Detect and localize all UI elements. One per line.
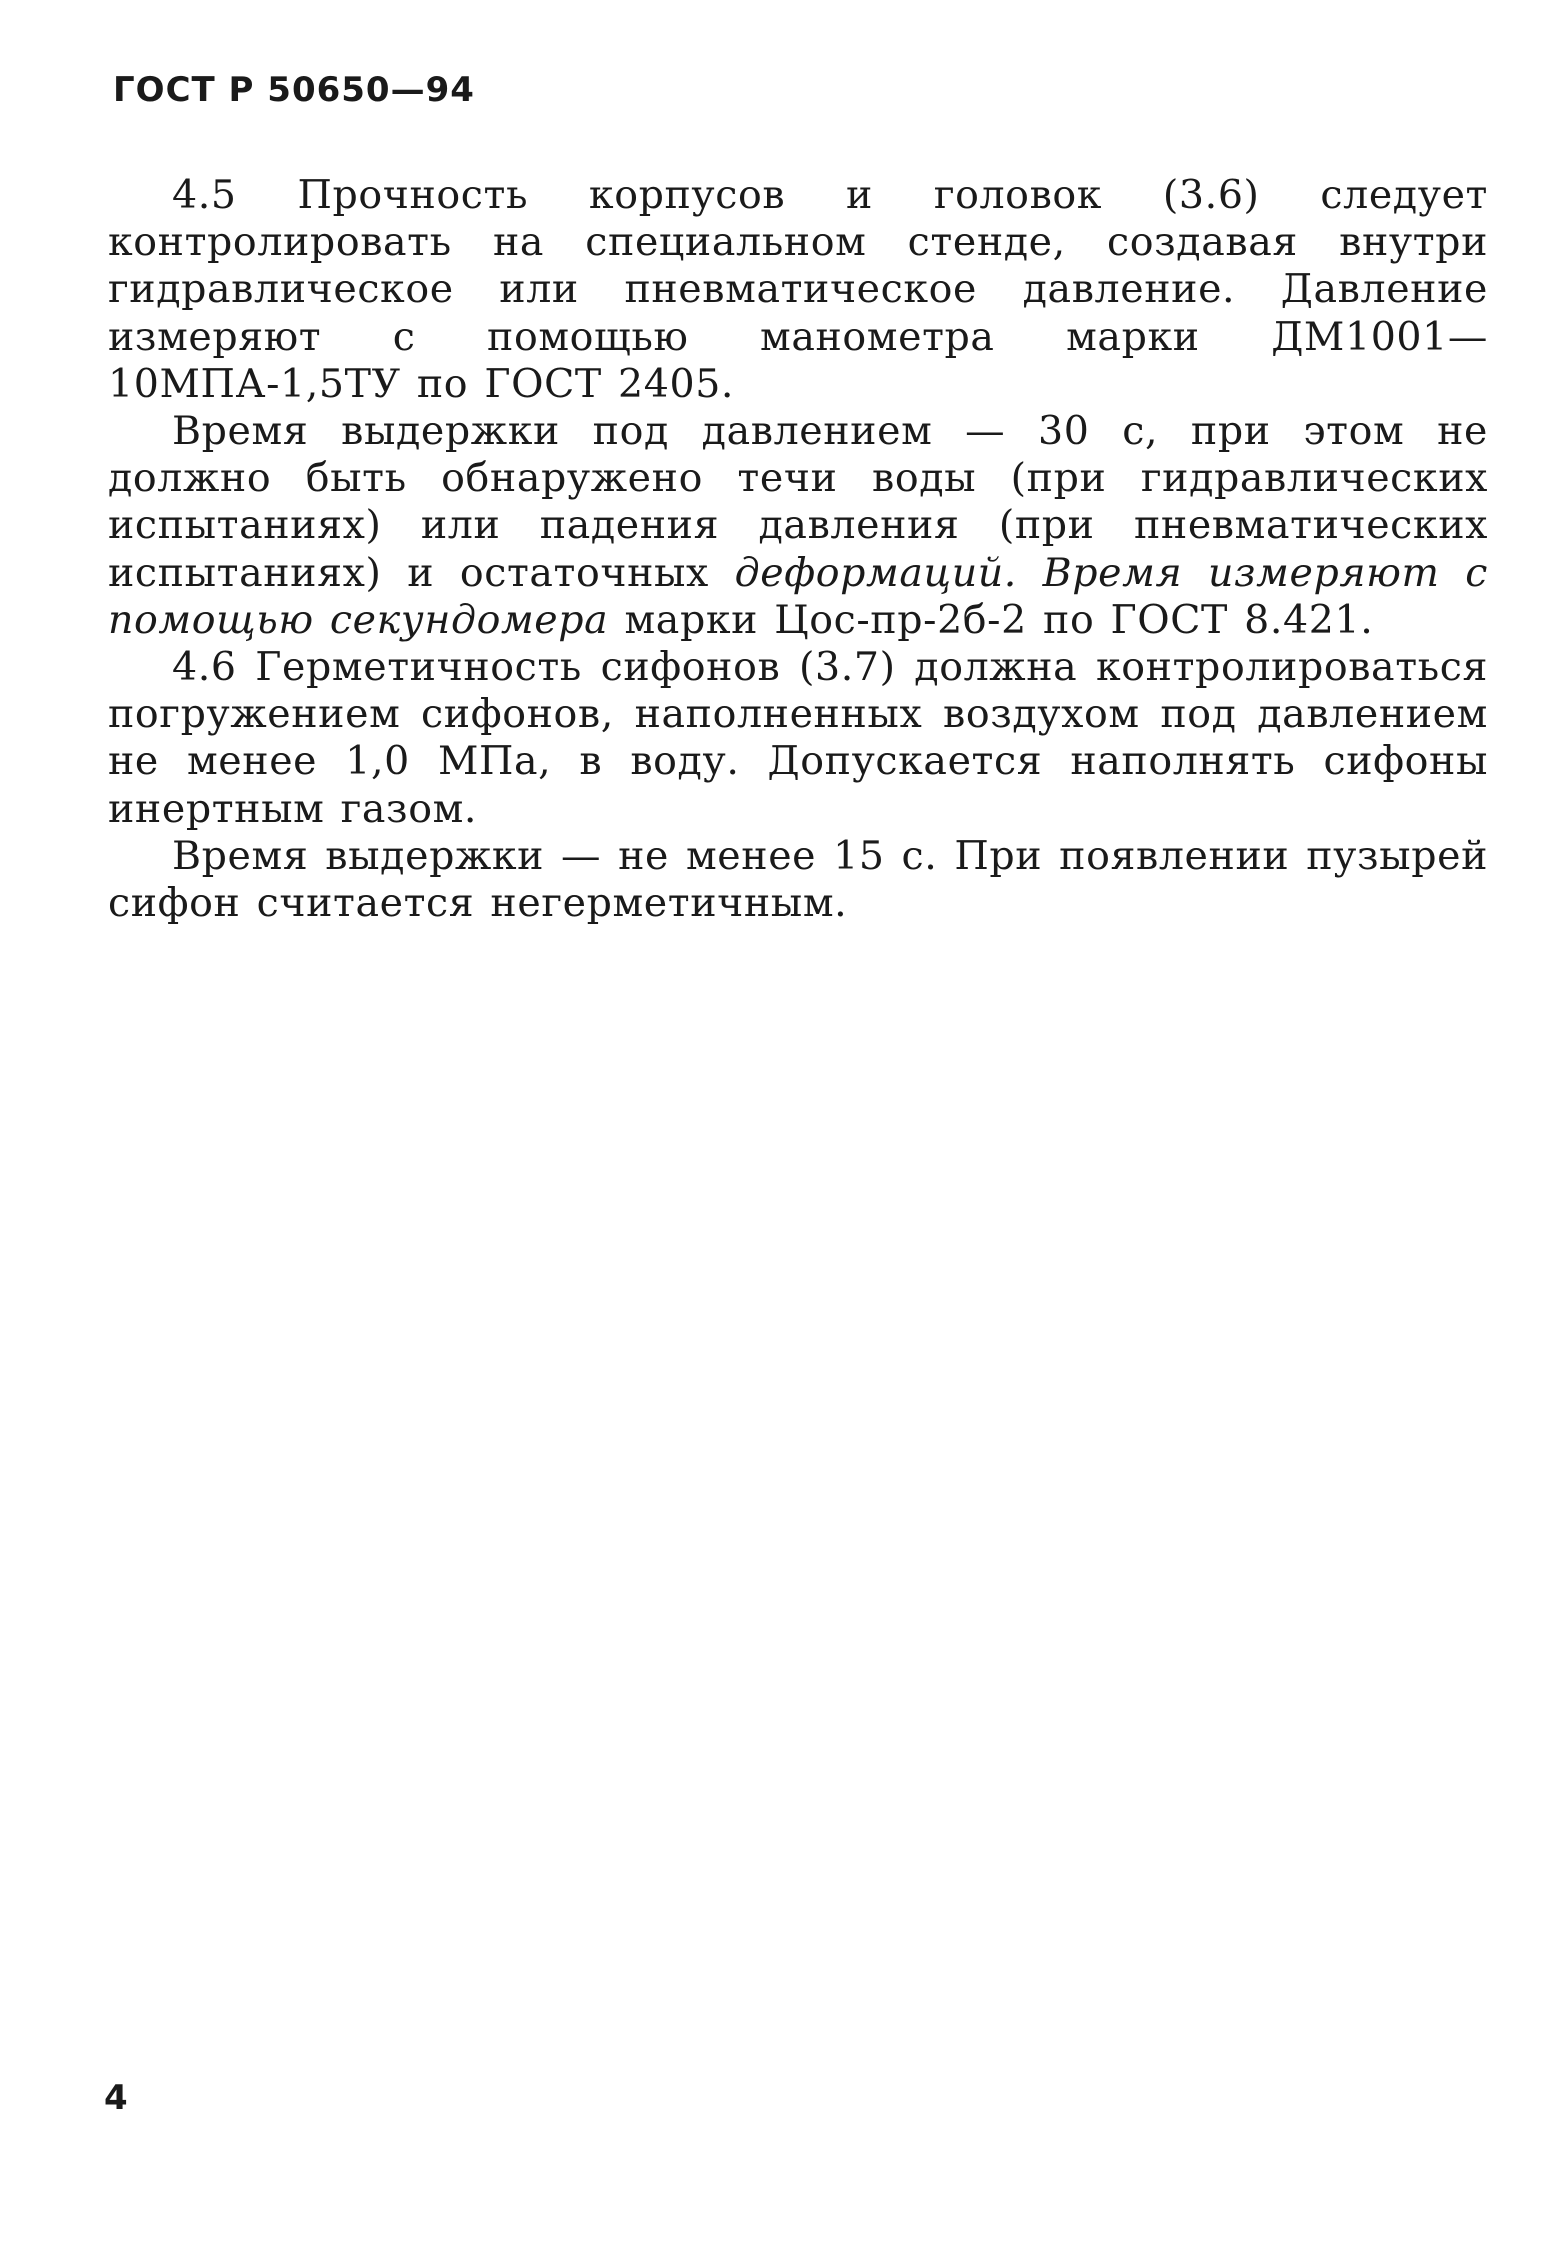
- paragraph-hold-time-lead: Время выдержки под давлением — 30 с, при этом не должно быть обнаружено течи воды (при гидравлических испытаниях) или падения давления (при пневматических испытаниях) и остаточных: [108, 408, 1488, 596]
- paragraph-4-6: 4.6 Герметичность сифонов (3.7) должна контролироваться погружением сифонов, наполненных воздухом под давлением не менее 1,0 МПа, в воду. Допускается наполнять сифоны инертным газом.: [108, 644, 1488, 832]
- document-header: ГОСТ Р 50650—94: [113, 70, 475, 110]
- document-body: [108, 172, 1488, 927]
- paragraph-hold-time-italic: деформаций. Время измеряют с помощью секундомера: [108, 549, 1488, 643]
- paragraph-hold-time: [108, 408, 1488, 644]
- paragraph-4-5: 4.5 Прочность корпусов и головок (3.6) следует контролировать на специальном стенде, создавая внутри гидравлическое или пневматическое давление. Давление измеряют с помощью манометра марки ДМ1001—10МПА-1,5ТУ по ГОСТ 2405.: [108, 172, 1488, 407]
- paragraph-hold-time-tail: марки Цос-пр-2б-2 по ГОСТ 8.421.: [608, 596, 1374, 643]
- paragraph-bubble-test: Время выдержки — не менее 15 с. При появлении пузырей сифон считается негерметичным.: [108, 832, 1488, 927]
- page-number: 4: [104, 2078, 128, 2118]
